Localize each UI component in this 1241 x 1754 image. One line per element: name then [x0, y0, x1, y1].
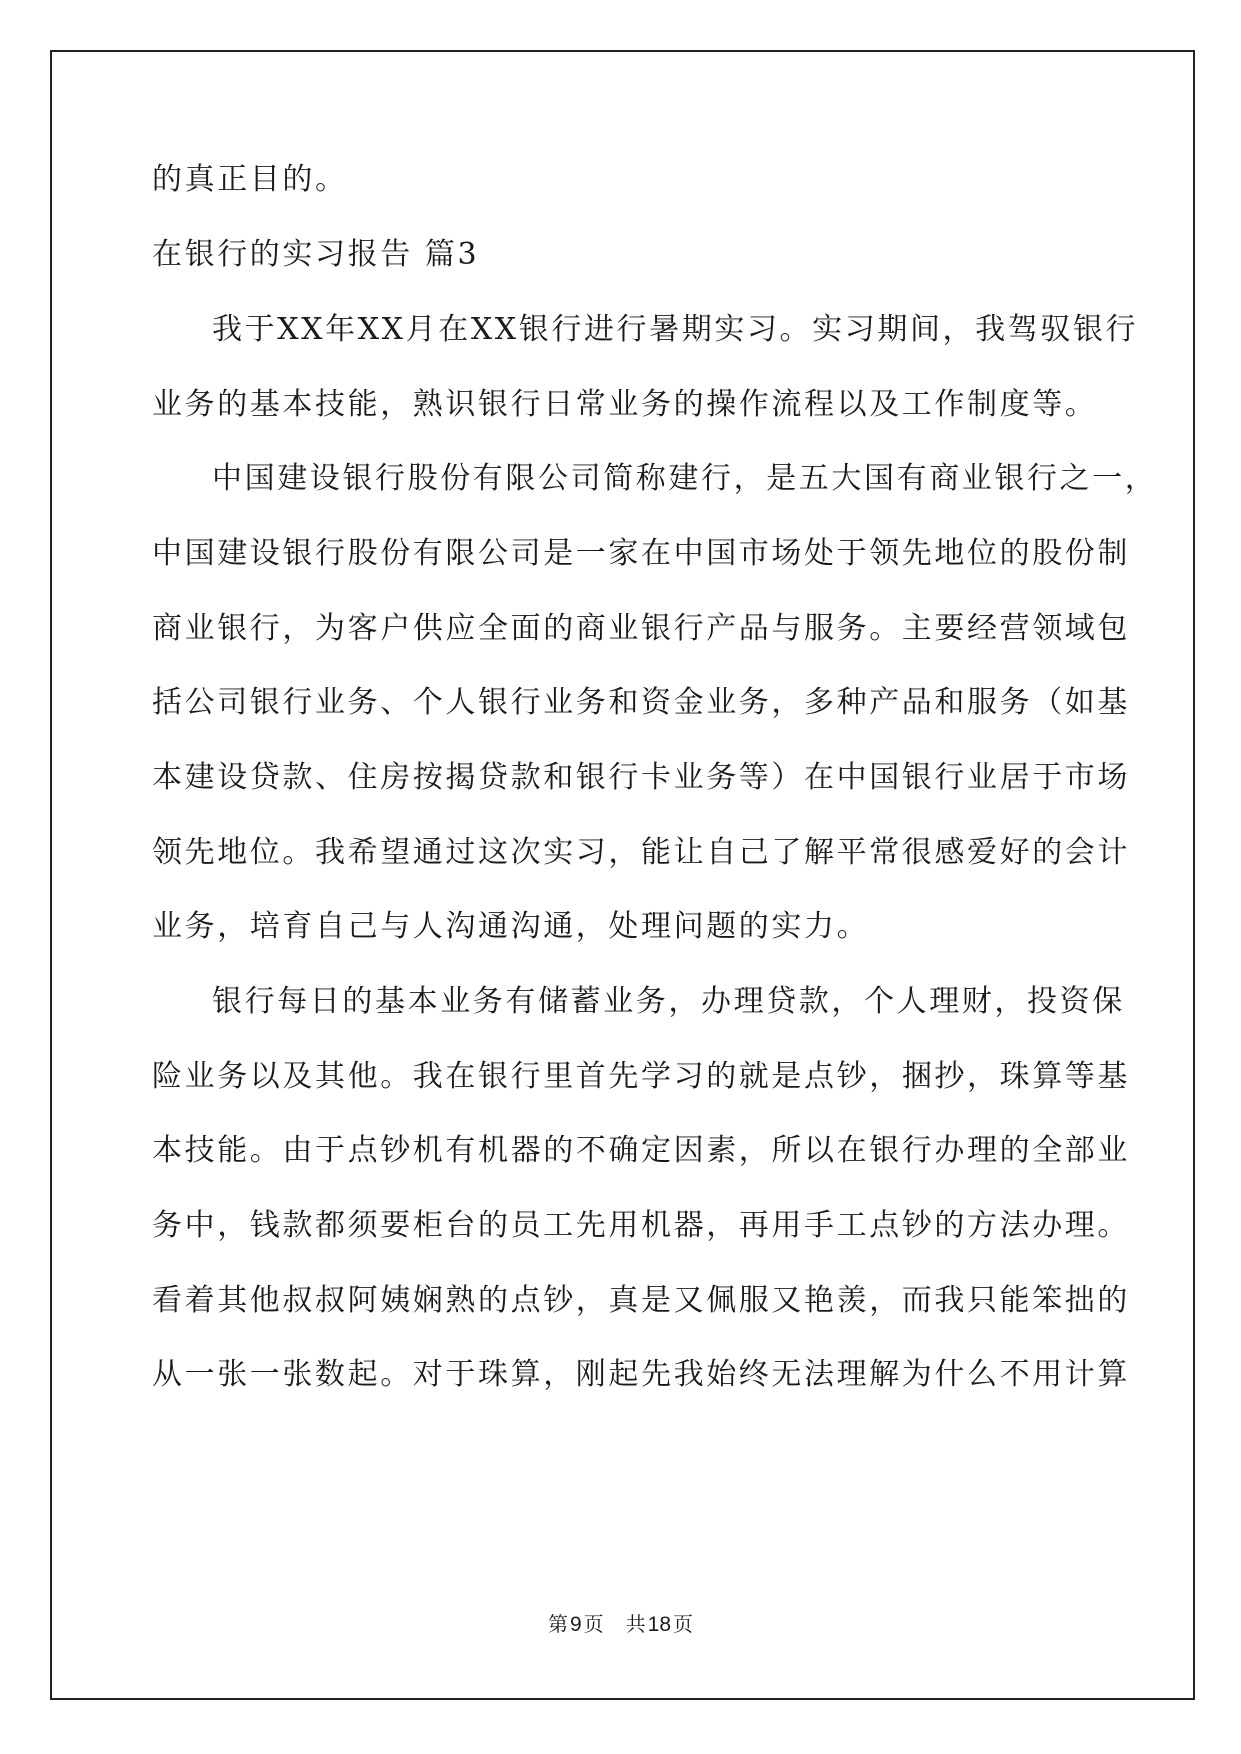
paragraph-line: 中国建设银行股份有限公司简称建行，是五大国有商业银行之一， — [212, 461, 1158, 496]
paragraph-line: 业务，培育自己与人沟通沟通，处理问题的实力。 — [152, 909, 870, 944]
paragraph-line: 务中，钱款都须要柜台的员工先用机器，再用手工点钞的方法办理。 — [152, 1208, 1130, 1243]
paragraph-line: 商业银行，为客户供应全面的商业银行产品与服务。主要经营领域包 — [152, 611, 1130, 646]
paragraph-line: 银行每日的基本业务有储蓄业务，办理贷款，个人理财，投资保 — [212, 984, 1125, 1019]
page-border — [50, 50, 1195, 1700]
page-prefix: 第 — [547, 1612, 568, 1636]
paragraph-line: 从一张一张数起。对于珠算，刚起先我始终无法理解为什么不用计算 — [152, 1357, 1130, 1392]
paragraph-line: 我于XX年XX月在XX银行进行暑期实习。实习期间，我驾驭银行 — [212, 312, 1139, 347]
paragraph-line: 看着其他叔叔阿姨娴熟的点钞，真是又佩服又艳羡，而我只能笨拙的 — [152, 1283, 1130, 1318]
page-footer — [0, 1612, 1241, 1637]
paragraph-line: 的真正目的。 — [152, 162, 348, 197]
paragraph-line: 业务的基本技能，熟识银行日常业务的操作流程以及工作制度等。 — [152, 387, 1098, 422]
paragraph-line: 本建设贷款、住房按揭贷款和银行卡业务等）在中国银行业居于市场 — [152, 760, 1130, 795]
paragraph-line: 括公司银行业务、个人银行业务和资金业务，多种产品和服务（如基 — [152, 685, 1130, 720]
paragraph-line: 险业务以及其他。我在银行里首先学习的就是点钞，捆抄，珠算等基 — [152, 1059, 1130, 1094]
page-suffix: 页 — [583, 1612, 604, 1636]
paragraph-line: 中国建设银行股份有限公司是一家在中国市场处于领先地位的股份制 — [152, 536, 1130, 571]
paragraph-line: 本技能。由于点钞机有机器的不确定因素，所以在银行办理的全部业 — [152, 1133, 1130, 1168]
paragraph-line: 领先地位。我希望通过这次实习，能让自己了解平常很感爱好的会计 — [152, 835, 1130, 870]
total-prefix: 共 — [625, 1612, 646, 1636]
page-number: 9 — [569, 1613, 582, 1636]
total-suffix: 页 — [673, 1612, 694, 1636]
total-pages: 18 — [647, 1613, 672, 1636]
section-heading: 在银行的实习报告 篇3 — [152, 237, 480, 272]
